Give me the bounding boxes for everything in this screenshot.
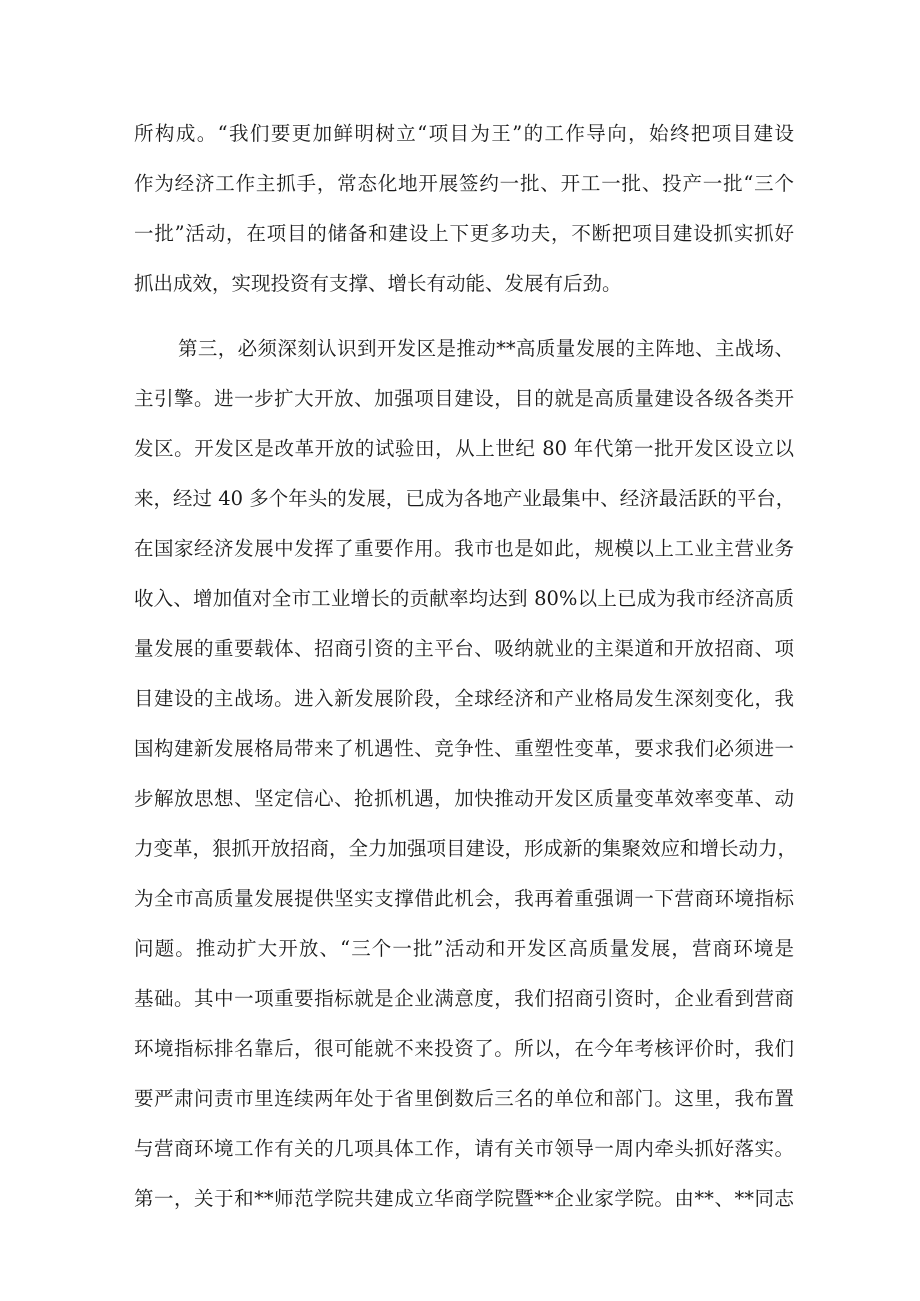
paragraph-2-line-6: 收入、增加值对全市工业增长的贡献率均达到 80%以上已成为我市经济高质 [134,587,794,610]
paragraph-2-line-2: 主引擎。进一步扩大开放、加强项目建设，目的就是高质量建设各级各类开 [134,387,794,410]
paragraph-2-line-4: 来，经过 40 多个年头的发展，已成为各地产业最集中、经济最活跃的平台， [134,487,796,510]
paragraph-2-line-12: 为全市高质量发展提供坚实支撑借此机会，我再着重强调一下营商环境指标 [134,887,794,910]
paragraph-2-line-16: 要严肃问责市里连续两年处于省里倒数后三名的单位和部门。这里，我布置 [134,1087,794,1110]
paragraph-2-line-18: 第一，关于和**师范学院共建成立华商学院暨**企业家学院。由**、**同志 [134,1187,794,1210]
paragraph-2-line-3: 发区。开发区是改革开放的试验田，从上世纪 80 年代第一批开发区设立以 [134,437,794,460]
paragraph-2-line-11: 力变革，狠抓开放招商，全力加强项目建设，形成新的集聚效应和增长动力， [134,837,798,860]
paragraph-2-line-13: 问题。推动扩大开放、“三个一批”活动和开发区高质量发展，营商环境是 [134,937,794,960]
paragraph-2-line-5: 在国家经济发展中发挥了重要作用。我市也是如此，规模以上工业主营业务 [134,537,794,560]
paragraph-2-line-17: 与营商环境工作有关的几项具体工作，请有关市领导一周内牵头抓好落实。 [134,1137,794,1160]
paragraph-2-line-10: 步解放思想、坚定信心、抢抓机遇，加快推动开发区质量变革效率变革、动 [134,787,794,810]
paragraph-1-line-4: 抓出成效，实现投资有支撑、增长有动能、发展有后劲。 [134,272,622,295]
paragraph-1-line-2: 作为经济工作主抓手，常态化地开展签约一批、开工一批、投产一批“三个 [134,172,794,195]
paragraph-2-line-7: 量发展的重要载体、招商引资的主平台、吸纳就业的主渠道和开放招商、项 [134,637,794,660]
paragraph-2-line-8: 目建设的主战场。进入新发展阶段，全球经济和产业格局发生深刻变化，我 [134,687,794,710]
paragraph-2-line-15: 环境指标排名靠后，很可能就不来投资了。所以，在今年考核评价时，我们 [134,1037,794,1060]
paragraph-1-line-1: 所构成。“我们要更加鲜明树立“项目为王”的工作导向，始终把项目建设 [134,122,794,145]
paragraph-2-line-14: 基础。其中一项重要指标就是企业满意度，我们招商引资时，企业看到营商 [134,987,794,1010]
paragraph-2-line-9: 国构建新发展格局带来了机遇性、竞争性、重塑性变革，要求我们必须进一 [134,737,794,760]
paragraph-1-line-3: 一批”活动，在项目的储备和建设上下更多功夫，不断把项目建设抓实抓好 [134,222,794,245]
paragraph-2-line-1: 第三，必须深刻认识到开发区是推动**高质量发展的主阵地、主战场、 [178,337,794,360]
